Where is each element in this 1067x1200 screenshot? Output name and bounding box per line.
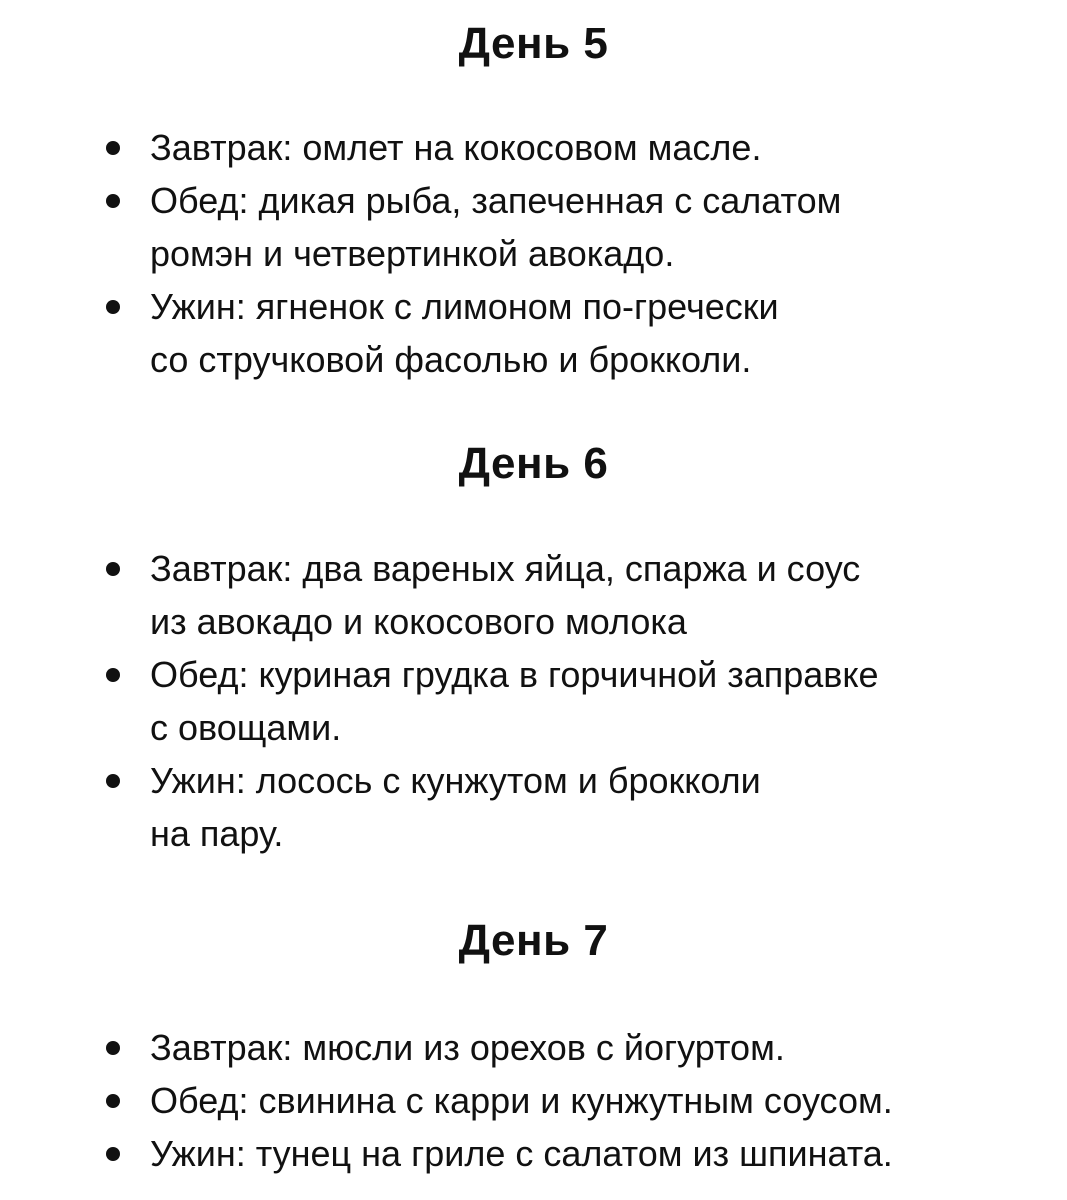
meal-text-line: Ужин: ягненок с лимоном по-гречески	[150, 286, 779, 327]
day-5-meal-list	[0, 121, 1067, 386]
day-5-breakfast	[0, 121, 1067, 174]
day-6-lunch	[0, 648, 1067, 754]
bullet-icon	[106, 562, 120, 576]
meal-text-line: на пару.	[150, 813, 284, 854]
day-7-heading: День 7	[458, 916, 609, 965]
meal-text-line: с овощами.	[150, 707, 342, 748]
meal-text-line: со стручковой фасолью и брокколи.	[150, 339, 752, 380]
day-5-lunch	[0, 174, 1067, 280]
meal-text-line: Обед: свинина с карри и кунжутным соусом.	[150, 1080, 893, 1121]
bullet-icon	[106, 1147, 120, 1161]
meal-text-line: Обед: дикая рыба, запеченная с салатом	[150, 180, 842, 221]
day-6-breakfast	[0, 542, 1067, 648]
bullet-icon	[106, 1041, 120, 1055]
meal-text-line: ромэн и четвертинкой авокадо.	[150, 233, 675, 274]
meal-text-line: Завтрак: два вареных яйца, спаржа и соус	[150, 548, 861, 589]
day-6-dinner	[0, 754, 1067, 860]
bullet-icon	[106, 300, 120, 314]
bullet-icon	[106, 668, 120, 682]
day-6-heading: День 6	[458, 439, 609, 488]
bullet-icon	[106, 194, 120, 208]
day-7-lunch	[0, 1074, 1067, 1127]
bullet-icon	[106, 141, 120, 155]
bullet-icon	[106, 774, 120, 788]
day-7-breakfast	[0, 1021, 1067, 1074]
meal-text-line: Ужин: лосось с кунжутом и брокколи	[150, 760, 761, 801]
meal-text-line: Завтрак: мюсли из орехов с йогуртом.	[150, 1027, 785, 1068]
meal-text-line: из авокадо и кокосового молока	[150, 601, 687, 642]
meal-text-line: Ужин: тунец на гриле с салатом из шпината.	[150, 1133, 893, 1174]
day-7-meal-list	[0, 1021, 1067, 1180]
day-7-dinner	[0, 1127, 1067, 1180]
day-6-meal-list	[0, 542, 1067, 860]
meal-text-line: Завтрак: омлет на кокосовом масле.	[150, 127, 762, 168]
day-5-heading: День 5	[458, 19, 609, 68]
meal-text-line: Обед: куриная грудка в горчичной заправке	[150, 654, 879, 695]
bullet-icon	[106, 1094, 120, 1108]
day-5-dinner	[0, 280, 1067, 386]
